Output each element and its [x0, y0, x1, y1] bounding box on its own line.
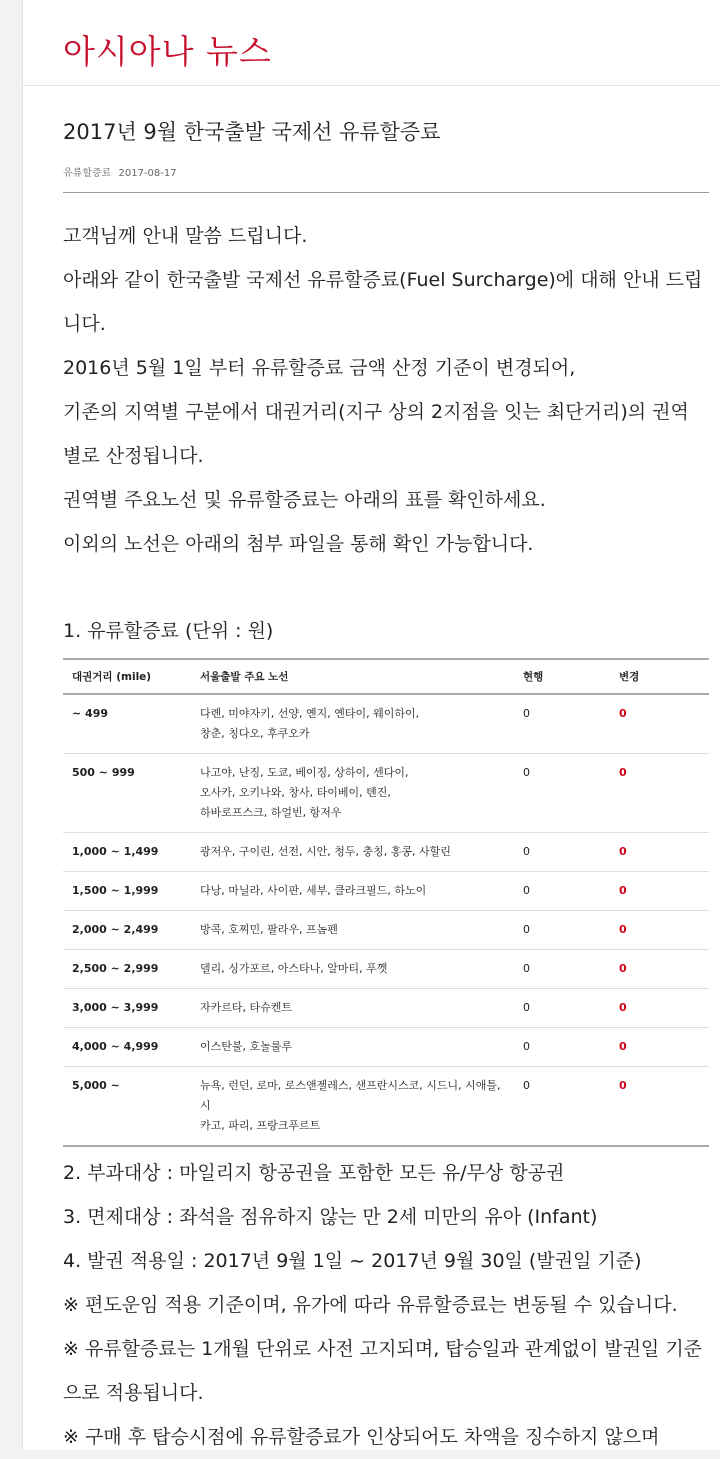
- changed-value-cell: 0: [610, 694, 709, 754]
- fuel-surcharge-table: [63, 658, 709, 1147]
- table-row: [63, 911, 709, 950]
- article-meta: [63, 164, 177, 179]
- distance-cell: 4,000 ~ 4,999: [63, 1028, 191, 1067]
- changed-value-cell: 0: [610, 950, 709, 989]
- routes-cell: 이스탄불, 호놀룰루: [191, 1028, 514, 1067]
- current-value-cell: 0: [514, 833, 610, 872]
- changed-value-cell: 0: [610, 1028, 709, 1067]
- distance-cell: 500 ~ 999: [63, 754, 191, 833]
- changed-value-cell: 0: [610, 754, 709, 833]
- routes-cell: 광저우, 구이린, 선전, 시안, 청두, 충칭, 홍콩, 사할린: [191, 833, 514, 872]
- distance-cell: 5,000 ~: [63, 1067, 191, 1147]
- table-row: [63, 950, 709, 989]
- distance-cell: 1,000 ~ 1,499: [63, 833, 191, 872]
- distance-cell: 1,500 ~ 1,999: [63, 872, 191, 911]
- intro-line: 권역별 주요노선 및 유류할증료는 아래의 표를 확인하세요.: [63, 489, 546, 511]
- page: [22, 0, 720, 1450]
- routes-cell: 다낭, 마닐라, 사이판, 세부, 클라크필드, 하노이: [191, 872, 514, 911]
- note-line: 3. 면제대상 : 좌석을 점유하지 않는 만 2세 미만의 유아 (Infant): [63, 1206, 598, 1228]
- site-header: [23, 0, 720, 86]
- routes-cell: 다롄, 미야자키, 선양, 옌지, 옌타이, 웨이하이, 창춘, 칭다오, 후쿠오카: [191, 694, 514, 754]
- title-divider: [63, 192, 709, 193]
- intro-line: 기존의 지역별 구분에서 대권거리(지구 상의 2지점을 잇는 최단거리)의 권역 별로 산정됩니다.: [63, 401, 689, 467]
- article-title: 2017년 9월 한국출발 국제선 유류할증료: [63, 120, 441, 144]
- table-row: [63, 833, 709, 872]
- note-line: ※ 편도운임 적용 기준이며, 유가에 따라 유류할증료는 변동될 수 있습니다.: [63, 1294, 678, 1316]
- routes-cell: 뉴욕, 런던, 로마, 로스앤젤레스, 샌프란시스코, 시드니, 시애틀, 시 카고, 파리, 프랑크푸르트: [191, 1067, 514, 1147]
- table-row: [63, 989, 709, 1028]
- column-header-current: 현행: [514, 659, 610, 694]
- intro-line: 고객님께 안내 말씀 드립니다.: [63, 225, 308, 247]
- column-header-routes: 서울출발 주요 노선: [191, 659, 514, 694]
- current-value-cell: 0: [514, 1067, 610, 1147]
- column-header-distance: 대권거리 (mile): [63, 659, 191, 694]
- intro-line: 이외의 노선은 아래의 첨부 파일을 통해 확인 가능합니다.: [63, 533, 534, 555]
- current-value-cell: 0: [514, 950, 610, 989]
- current-value-cell: 0: [514, 694, 610, 754]
- table-row: [63, 1028, 709, 1067]
- changed-value-cell: 0: [610, 833, 709, 872]
- table-row: [63, 872, 709, 911]
- current-value-cell: 0: [514, 911, 610, 950]
- table-row: [63, 1067, 709, 1147]
- distance-cell: 2,500 ~ 2,999: [63, 950, 191, 989]
- current-value-cell: 0: [514, 1028, 610, 1067]
- note-line: ※ 구매 후 탑승시점에 유류할증료가 인상되어도 차액을 징수하지 않으며: [63, 1426, 660, 1448]
- intro-line: 아래와 같이 한국출발 국제선 유류할증료(Fuel Surcharge)에 대해 안내 드립니다.: [63, 269, 703, 335]
- current-value-cell: 0: [514, 754, 610, 833]
- changed-value-cell: 0: [610, 872, 709, 911]
- intro-text: [63, 214, 703, 566]
- changed-value-cell: 0: [610, 989, 709, 1028]
- distance-cell: 3,000 ~ 3,999: [63, 989, 191, 1028]
- distance-cell: ~ 499: [63, 694, 191, 754]
- note-line: 4. 발권 적용일 : 2017년 9월 1일 ~ 2017년 9월 30일 (발권일 기준): [63, 1250, 642, 1272]
- routes-cell: 방콕, 호찌민, 팔라우, 프놈펜: [191, 911, 514, 950]
- current-value-cell: 0: [514, 989, 610, 1028]
- section-heading-fuel-surcharge: 1. 유류할증료 (단위 : 원): [63, 620, 274, 642]
- site-title[interactable]: 아시아나 뉴스: [63, 32, 272, 71]
- changed-value-cell: 0: [610, 911, 709, 950]
- routes-cell: 델리, 싱가포르, 아스타나, 알마티, 푸껫: [191, 950, 514, 989]
- table-header-row: [63, 659, 709, 694]
- notes: [63, 1151, 709, 1459]
- routes-cell: 자카르타, 타슈켄트: [191, 989, 514, 1028]
- note-line: 2. 부과대상 : 마일리지 항공권을 포함한 모든 유/무상 항공권: [63, 1162, 565, 1184]
- column-header-changed: 변경: [610, 659, 709, 694]
- current-value-cell: 0: [514, 872, 610, 911]
- article-category[interactable]: 유류할증료: [63, 168, 112, 179]
- note-line: ※ 유류할증료는 1개월 단위로 사전 고지되며, 탑승일과 관계없이 발권일 기준으로 적용됩니다.: [63, 1338, 703, 1404]
- routes-cell: 나고야, 난징, 도쿄, 베이징, 상하이, 센다이, 오사카, 오키나와, 창사, 타이베이, 톈진, 하바로프스크, 하얼빈, 항저우: [191, 754, 514, 833]
- distance-cell: 2,000 ~ 2,499: [63, 911, 191, 950]
- intro-line: 2016년 5월 1일 부터 유류할증료 금액 산정 기준이 변경되어,: [63, 357, 576, 379]
- article-date: 2017-08-17: [118, 168, 177, 179]
- table-row: [63, 754, 709, 833]
- changed-value-cell: 0: [610, 1067, 709, 1147]
- table-row: [63, 694, 709, 754]
